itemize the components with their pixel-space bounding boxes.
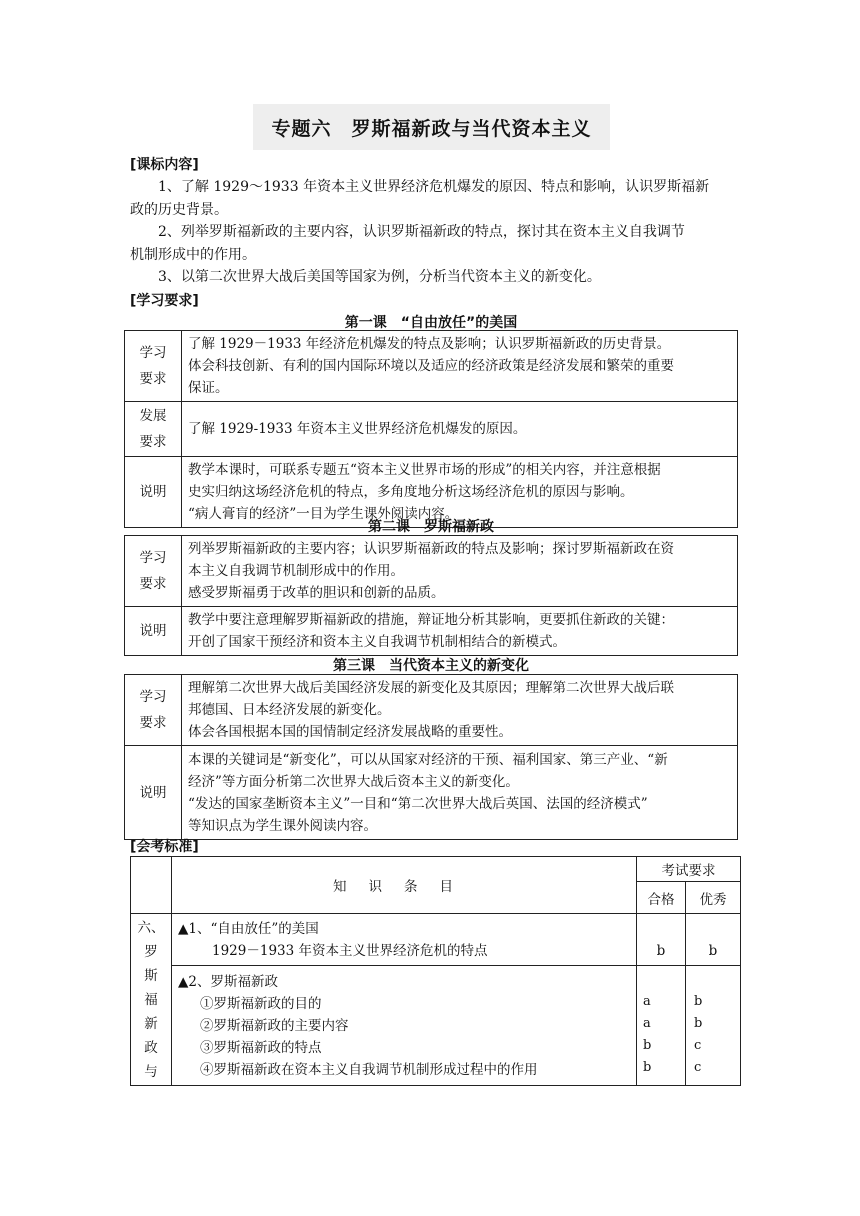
group-title: ▲2、罗斯福新政 [178,973,278,990]
header-pass: 合格 [637,882,686,914]
row-label: 学习 要求 [125,536,182,607]
curriculum-item-1-line-2: 政的历史背景。 [130,201,228,218]
group-2-excellent-cell [686,966,741,1086]
level-value: b [694,1016,703,1032]
section-heading-exam: [会考标准] [130,839,199,855]
row-content: 列举罗斯福新政的主要内容；认识罗斯福新政的特点及影响；探讨罗斯福新政在资 本主义自我调节机制形成中的作用。 感受罗斯福勇于改革的胆识和创新的品质。 [182,536,738,607]
row-label: 说明 [125,746,182,840]
group-1-pass-cell [637,914,686,966]
topic-cell: 六、 罗 斯 福 新 政 与 [131,914,172,1086]
row-content: 教学本课时，可联系专题五“资本主义世界市场的形成”的相关内容，并注意根据 史实归纳这场经济危机的特点，多角度地分析这场经济危机的原因与影响。 “病人膏肓的经济”一目为学生课外阅读内容。 [182,457,738,528]
row-label: 学习 要求 [125,675,182,746]
lesson-2-row-note [125,607,738,656]
row-content: 教学中要注意理解罗斯福新政的措施，辩证地分析其影响，更要抓住新政的关键： 开创了国家干预经济和资本主义自我调节机制相结合的新模式。 [182,607,738,656]
exam-group-row-1 [131,914,741,966]
row-content: 了解 1929－1933 年经济危机爆发的特点及影响；认识罗斯福新政的历史背景。 体会科技创新、有利的国内国际环境以及适应的经济政策是经济发展和繁荣的重要 保证。 [182,331,738,402]
group-2-pass-cell [637,966,686,1086]
level-value: c [694,1038,702,1054]
group-2-cell [172,966,637,1086]
level-value: a [643,994,651,1010]
level-value: b [643,1038,652,1054]
group-item: ②罗斯福新政的主要内容 [200,1017,349,1034]
group-item: ①罗斯福新政的目的 [200,995,322,1012]
lesson-1-row-develop [125,402,738,457]
lesson-2-table [124,535,738,656]
lesson-1-row-study [125,331,738,402]
group-item: ④罗斯福新政在资本主义自我调节机制形成过程中的作用 [200,1061,538,1078]
title-banner [253,104,610,150]
row-label: 学习 要求 [125,331,182,402]
group-1-cell [172,914,637,966]
exam-group-row-2 [131,966,741,1086]
level-value: b [708,943,718,960]
curriculum-item-1 [130,176,740,221]
curriculum-item-1-line-1: 1、了解 1929～1933 年资本主义世界经济危机爆发的原因、特点和影响，认识罗斯福新 [158,179,710,195]
lesson-3-table [124,674,738,840]
section-heading-learning: [学习要求] [130,293,199,309]
row-label: 发展 要求 [125,402,182,457]
exam-header-row-1 [131,857,741,882]
curriculum-item-2 [130,221,740,266]
section-heading-curriculum: [课标内容] [130,157,199,173]
exam-standards-table [130,856,741,1086]
header-empty-cell [131,857,172,914]
lesson-1-title: 第一课 “自由放任”的美国 [344,315,518,331]
row-content: 理解第二次世界大战后美国经济发展的新变化及其原因；理解第二次世界大战后联 邦德国、日本经济发展的新变化。 体会各国根据本国的国情制定经济发展战略的重要性。 [182,675,738,746]
header-items: 知识条目 [172,857,637,914]
curriculum-item-3-line-1: 3、以第二次世界大战后美国等国家为例，分析当代资本主义的新变化。 [158,269,601,285]
lesson-3-title: 第三课 当代资本主义的新变化 [333,658,529,674]
row-label: 说明 [125,457,182,528]
lesson-3-row-note [125,746,738,840]
group-1-excellent-cell [686,914,741,966]
header-exam-requirement: 考试要求 [637,857,741,882]
lesson-1-table [124,330,738,528]
group-item: ③罗斯福新政的特点 [200,1039,322,1056]
curriculum-item-2-line-1: 2、列举罗斯福新政的主要内容，认识罗斯福新政的特点，探讨其在资本主义自我调节 [158,224,685,240]
level-value: b [643,1060,652,1076]
row-content: 本课的关键词是“新变化”，可以从国家对经济的干预、福利国家、第三产业、“新 经济”等方面分析第二次世界大战后资本主义的新变化。 “发达的国家垄断资本主义”一目和“第二次世界大战后英国、法国的经济模式” 等知识点为学生课外阅读内容。 [182,746,738,840]
row-content: 了解 1929-1933 年资本主义世界经济危机爆发的原因。 [182,402,738,457]
lesson-2-title: 第二课 罗斯福新政 [368,519,494,535]
row-label: 说明 [125,607,182,656]
lesson-2-row-study [125,536,738,607]
header-excellent: 优秀 [686,882,741,914]
group-title: ▲1、“自由放任”的美国 [178,920,319,937]
level-value: b [656,943,666,960]
curriculum-item-3 [130,266,740,289]
curriculum-item-2-line-2: 机制形成中的作用。 [130,246,256,263]
level-value: c [694,1060,702,1076]
level-value: b [694,994,703,1010]
page-title: 专题六 罗斯福新政与当代资本主义 [271,117,592,140]
level-value: a [643,1016,651,1032]
lesson-3-row-study [125,675,738,746]
group-item: 1929－1933 年资本主义世界经济危机的特点 [212,942,488,959]
